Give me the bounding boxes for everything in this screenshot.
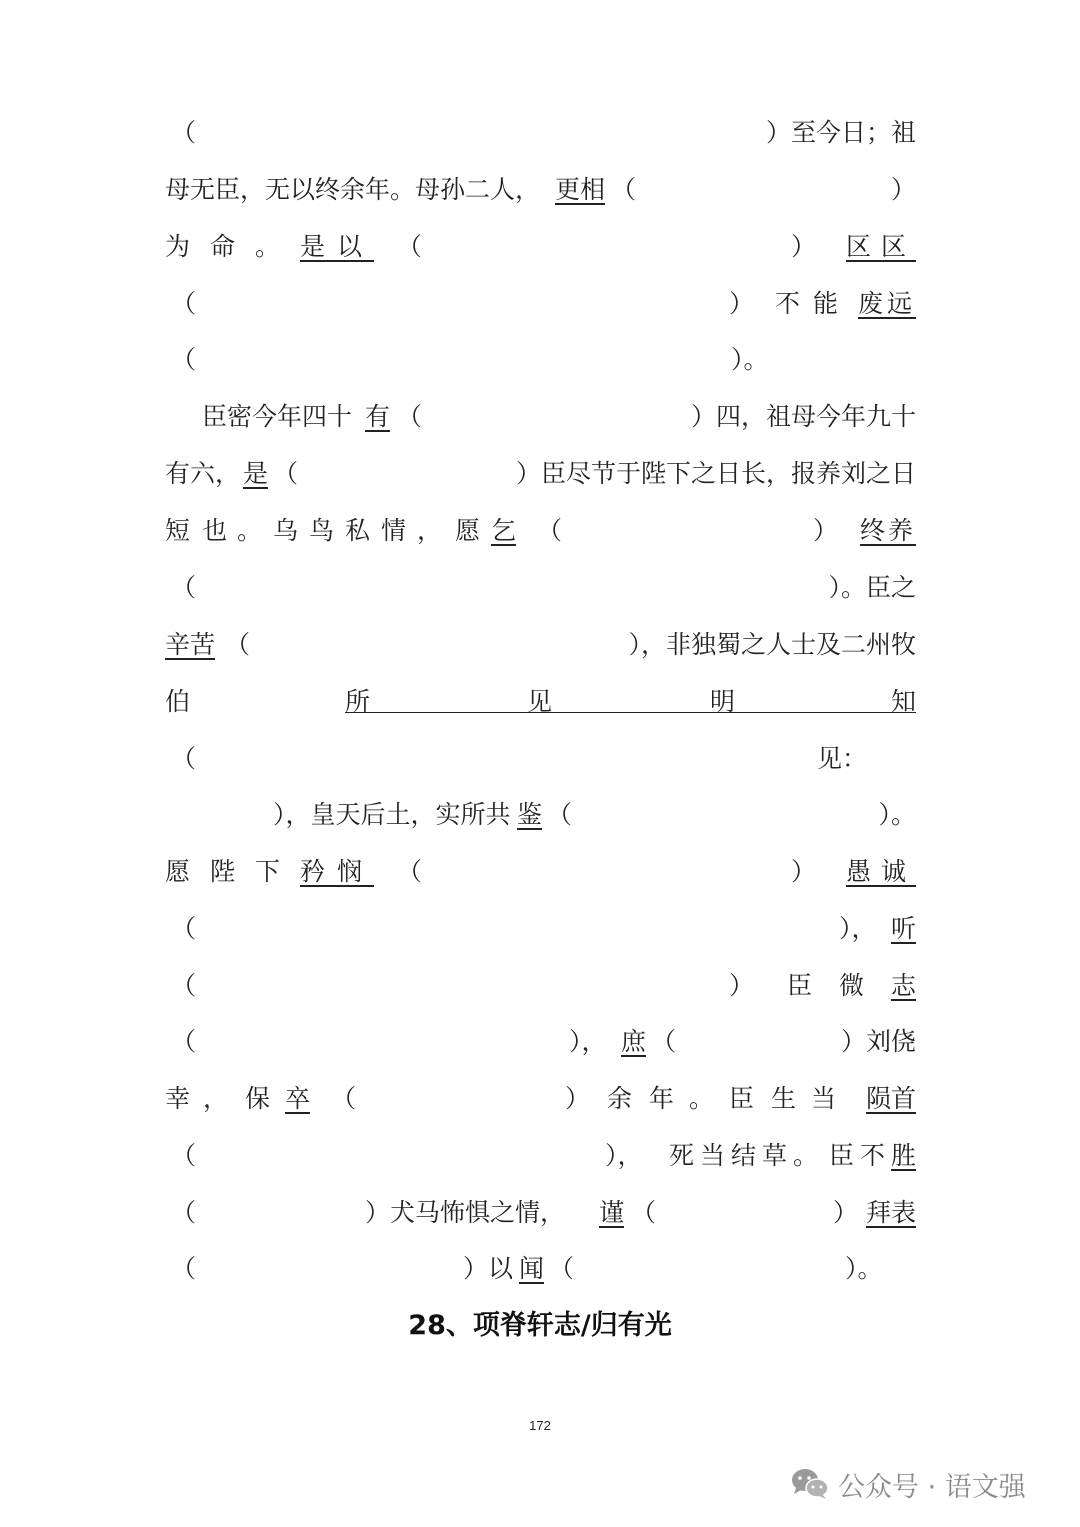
text-segment: （: [171, 118, 197, 147]
text-segment: ）: [729, 971, 755, 1000]
text-segment: 微: [839, 971, 865, 1000]
text-segment: ），: [839, 914, 877, 943]
text-segment: （: [397, 402, 423, 431]
text-segment: 能: [813, 289, 839, 318]
text-segment: ）。: [845, 1254, 883, 1283]
text-segment: 。: [237, 516, 263, 545]
text-line: [165, 909, 916, 949]
watermark: [790, 1462, 1026, 1506]
underlined-term: 乞: [491, 516, 517, 545]
text-segment: （: [549, 1254, 575, 1283]
text-segment: ）四，祖母今年九十: [690, 402, 916, 431]
underlined-term: 胜: [890, 1141, 916, 1170]
text-segment: （: [171, 1198, 197, 1227]
text-segment: 也: [202, 516, 228, 545]
underlined-term: 听: [890, 914, 916, 943]
text-segment: 臣: [729, 1084, 755, 1113]
text-segment: （: [537, 516, 563, 545]
underlined-term: 是: [243, 459, 269, 488]
text-segment: 臣: [829, 1141, 855, 1170]
text-segment: ），: [569, 1027, 607, 1056]
text-segment: ），皇天后土，实所共: [273, 800, 511, 829]
text-line: [165, 284, 916, 324]
text-line: [165, 227, 916, 267]
text-line: [165, 795, 916, 835]
text-segment: 幸: [165, 1084, 191, 1113]
text-segment: 愿: [455, 516, 481, 545]
text-segment: （: [225, 630, 251, 659]
text-segment: 所: [345, 687, 371, 716]
text-line: [165, 682, 916, 722]
text-line: [165, 568, 916, 608]
text-segment: 私: [345, 516, 371, 545]
text-segment: 下: [255, 857, 281, 886]
text-segment: ）至今日；祖: [765, 118, 916, 147]
page-number: 172: [529, 1418, 551, 1433]
underlined-term: 陨首: [865, 1084, 916, 1113]
text-segment: 有六，: [165, 459, 241, 488]
text-line: [165, 625, 916, 665]
text-segment: 母无臣，无以终余年。母孙二人，: [165, 175, 541, 204]
text-segment: （: [171, 914, 197, 943]
text-segment: 保: [245, 1084, 271, 1113]
text-segment: ），: [605, 1141, 643, 1170]
text-line: [165, 340, 916, 380]
underlined-term: 矜悯: [300, 857, 375, 886]
text-segment: （: [651, 1027, 677, 1056]
underlined-term: 卒: [285, 1084, 311, 1113]
text-line: [165, 966, 916, 1006]
text-segment: （: [171, 345, 197, 374]
text-segment: 见：: [817, 744, 868, 773]
text-segment: ）臣尽节于陛下之日长，报养刘之日: [515, 459, 916, 488]
text-segment: 不: [860, 1141, 886, 1170]
text-segment: 当: [811, 1084, 837, 1113]
text-segment: （: [171, 1141, 197, 1170]
underlined-term: 闻: [519, 1254, 545, 1283]
text-segment: 年: [649, 1084, 675, 1113]
text-line: [165, 1079, 916, 1119]
text-line: [165, 739, 916, 779]
text-segment: 死: [669, 1141, 695, 1170]
text-segment: ）以: [463, 1254, 514, 1283]
text-segment: ）犬马怖惧之情，: [365, 1198, 566, 1227]
text-line: [165, 1249, 916, 1289]
text-segment: 情: [381, 516, 407, 545]
underlined-term: 废远: [857, 289, 916, 318]
text-line: [165, 852, 916, 892]
text-segment: 。: [689, 1084, 715, 1113]
text-segment: 余: [607, 1084, 633, 1113]
text-line: [165, 170, 916, 210]
text-segment: 愿: [165, 857, 191, 886]
text-segment: （: [171, 971, 197, 1000]
text-segment: 为: [165, 232, 191, 261]
text-segment: ）刘侥: [840, 1027, 916, 1056]
text-segment: 臣: [787, 971, 813, 1000]
watermark-text: 公众号 · 语文强: [838, 1471, 1026, 1503]
text-segment: ，: [203, 1084, 229, 1113]
underlined-term: 是以: [300, 232, 375, 261]
text-segment: 生: [771, 1084, 797, 1113]
text-segment: 命: [210, 232, 236, 261]
text-segment: （: [171, 1027, 197, 1056]
text-segment: （: [171, 744, 197, 773]
underlined-term: 终养: [859, 516, 916, 545]
text-segment: ）: [791, 232, 817, 261]
wechat-icon: [790, 1467, 830, 1501]
underlined-term: 庶: [621, 1027, 647, 1056]
text-line: [165, 1136, 916, 1176]
text-line: [165, 1193, 916, 1233]
text-segment: ）。: [731, 345, 769, 374]
text-segment: 见: [527, 687, 553, 716]
underlined-term: 愚诚: [845, 857, 916, 886]
underline-rule: [345, 712, 916, 713]
text-segment: （: [171, 573, 197, 602]
text-segment: （: [331, 1084, 357, 1113]
text-segment: ），非独蜀之人士及二州牧: [628, 630, 916, 659]
text-segment: ）。: [878, 800, 916, 829]
text-segment: 乌: [273, 516, 299, 545]
underlined-term: 更相: [555, 175, 606, 204]
text-segment: ）: [890, 175, 916, 204]
text-segment: （: [397, 232, 423, 261]
text-segment: （: [171, 1254, 197, 1283]
text-segment: （: [171, 289, 197, 318]
text-segment: ）。臣之: [828, 573, 916, 602]
underlined-term: 志: [890, 971, 916, 1000]
text-line: [165, 511, 916, 551]
text-line: [165, 454, 916, 494]
text-segment: 。: [793, 1141, 819, 1170]
text-segment: （: [547, 800, 573, 829]
text-segment: ）: [833, 1198, 859, 1227]
text-segment: ）: [813, 516, 839, 545]
text-segment: （: [631, 1198, 657, 1227]
text-line: [165, 113, 916, 153]
text-segment: （: [611, 175, 637, 204]
text-line: [165, 397, 916, 437]
underlined-term: 谨: [599, 1198, 625, 1227]
text-segment: 伯: [165, 687, 191, 716]
text-segment: 当: [700, 1141, 726, 1170]
underlined-term: 辛苦: [165, 630, 216, 659]
text-segment: 不: [775, 289, 801, 318]
text-segment: 知: [890, 687, 916, 716]
text-segment: ）: [565, 1084, 591, 1113]
text-segment: ）: [729, 289, 755, 318]
text-segment: （: [397, 857, 423, 886]
underlined-term: 区区: [845, 232, 916, 261]
text-segment: 草: [762, 1141, 788, 1170]
text-segment: ，: [417, 516, 443, 545]
section-title: 28、项脊轩志/归有光: [408, 1310, 672, 1341]
text-segment: ）: [791, 857, 817, 886]
underlined-term: 拜表: [865, 1198, 916, 1227]
text-segment: 臣密今年四十: [202, 402, 353, 431]
text-line: [165, 1022, 916, 1062]
text-segment: 结: [731, 1141, 757, 1170]
text-segment: 明: [710, 687, 736, 716]
text-segment: 鸟: [309, 516, 335, 545]
underlined-term: 鉴: [517, 800, 543, 829]
text-segment: 陛: [210, 857, 236, 886]
underlined-term: 有: [365, 402, 391, 431]
text-segment: 短: [165, 516, 191, 545]
text-segment: （: [273, 459, 299, 488]
text-segment: 。: [255, 232, 281, 261]
